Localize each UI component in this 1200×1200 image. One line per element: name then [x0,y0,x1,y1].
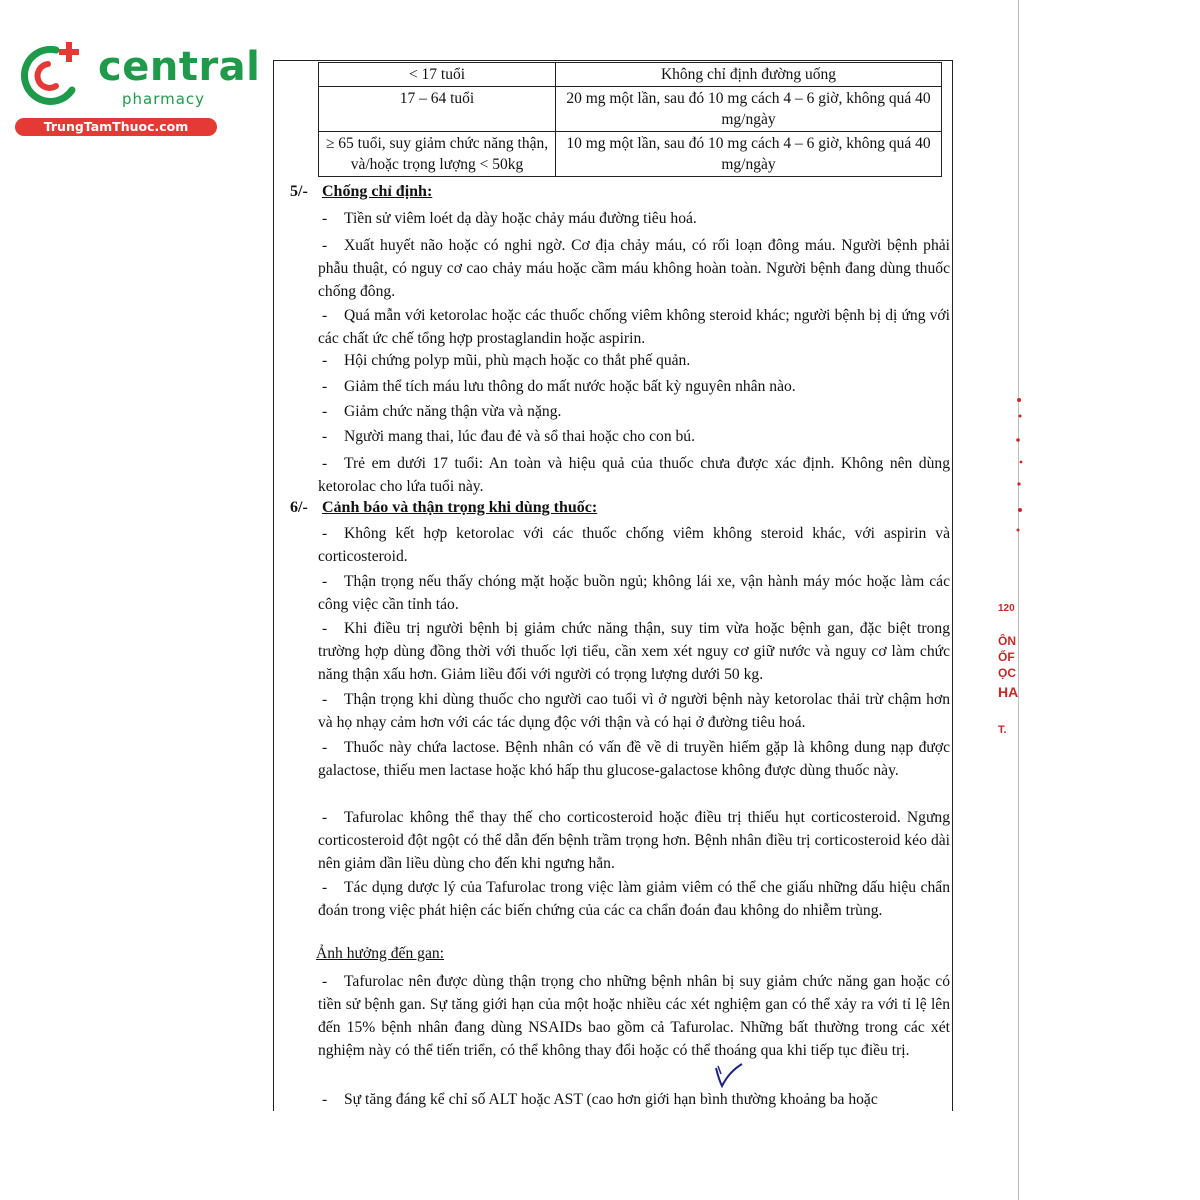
section-number: 5/- [290,183,308,200]
central-logo-icon [10,38,90,108]
table-cell: < 17 tuổi [319,63,556,87]
section-title: Chống chỉ định: [322,183,433,200]
stamp-fragment-icon [1005,380,1025,560]
list-item: - Người mang thai, lúc đau đẻ và sổ thai hoặc cho con bú. [322,428,696,445]
section-number: 6/- [290,499,308,516]
list-item: - Thận trọng khi dùng thuốc cho người cao tuổi vì ở người bệnh này ketorolac thải trừ chậm hơn và họ nhạy cảm hơn với các tác dụng độc với thận và có hại ở đường tiêu hoá. [318,691,950,731]
stamp-text: ÔN [998,634,1016,648]
section-title: Cảnh báo và thận trọng khi dùng thuốc: [322,499,598,516]
brand-name: central [98,44,261,90]
stamp-text: HA [998,684,1019,700]
list-item: - Không kết hợp ketorolac với các thuốc chống viêm không steroid khác, với aspirin và corticosteroid. [318,525,950,565]
list-item: - Trẻ em dưới 17 tuổi: An toàn và hiệu quả của thuốc chưa được xác định. Không nên dùng ketorolac cho lứa tuổi này. [318,455,950,495]
brand-logo [10,38,261,138]
subsection-heading: Ảnh hưởng đến gan: [316,945,445,962]
table-cell: ≥ 65 tuổi, suy giảm chức năng thận, và/hoặc trọng lượng < 50kg [319,132,556,177]
list-item: - Thận trọng nếu thấy chóng mặt hoặc buồn ngủ; không lái xe, vận hành máy móc hoặc làm các công việc cần tỉnh táo. [318,573,950,613]
list-item: - Thuốc này chứa lactose. Bệnh nhân có vấn đề về di truyền hiếm gặp là không dung nạp được galactose, thiếu men lactase hoặc khó hấp thu glucose-galactose không được dùng thuốc này. [318,739,950,779]
brand-sub: pharmacy [122,90,206,108]
list-item: - Sự tăng đáng kể chỉ số ALT hoặc AST (cao hơn giới hạn bình thường khoảng ba hoặc [322,1091,878,1108]
list-item: - Giảm thể tích máu lưu thông do mất nước hoặc bất kỳ nguyên nhân nào. [322,378,796,395]
bullet-dash: - [322,210,328,227]
list-item: - Tiền sử viêm loét dạ dày hoặc chảy máu đường tiêu hoá. [318,207,950,230]
list-item: - Hội chứng polyp mũi, phù mạch hoặc co thắt phế quản. [322,352,691,369]
table-cell: 17 – 64 tuổi [319,87,556,132]
stamp-text: ỌC [998,666,1016,680]
list-item: - Quá mẫn với ketorolac hoặc các thuốc chống viêm không steroid khác; người bệnh bị dị ứng với các chất ức chế tổng hợp prostaglandin hoặc aspirin. [318,307,950,347]
table-row [319,87,942,132]
table-cell: Không chỉ định đường uống [556,63,942,87]
dosage-table [318,62,942,177]
list-item: - Tafurolac không thể thay thế cho corticosteroid hoặc điều trị thiếu hụt corticosteroid. Ngưng corticosteroid đột ngột có thể dẫn đến bệnh trầm trọng hơn. Bệnh nhân điều trị corticosteroid kéo dài nên giảm dần liều dùng cho đến khi ngưng hẳn. [318,809,950,872]
scan-edge-line [1018,0,1019,1200]
handwritten-initial-icon [712,1062,746,1090]
list-item: - Giảm chức năng thận vừa và nặng. [322,403,562,420]
stamp-text: ỐF [998,650,1015,664]
list-item: - Tafurolac nên được dùng thận trọng cho những bệnh nhân bị suy giảm chức năng gan hoặc có tiền sử bệnh gan. Sự tăng giới hạn của một hoặc nhiều các xét nghiệm gan có thể xảy ra với tỉ lệ lên đến 15% bệnh nhân đang dùng NSAIDs bao gồm cả Tafurolac. Những bất thường trong các xét nghiệm này có thể tiến triển, có thể không thay đổi hoặc có thể thoáng qua khi tiếp tục điều trị. [318,973,950,1059]
list-item: - Xuất huyết não hoặc có nghi ngờ. Cơ địa chảy máu, có rối loạn đông máu. Người bệnh phải phẫu thuật, có nguy cơ cao chảy máu hoặc cầm máu không hoàn toàn. Người bệnh đang dùng thuốc chống đông. [318,237,950,300]
brand-site: TrungTamThuoc.com [15,118,217,136]
list-item: - Khi điều trị người bệnh bị giảm chức năng thận, suy tim vừa hoặc bệnh gan, đặc biệt trong trường hợp dùng đồng thời với thuốc lợi tiểu, cần xem xét nguy cơ giữ nước và nguy cơ làm chức năng thận xấu hơn. Giảm liều đối với người có trọng lượng dưới 50 kg. [318,620,950,683]
stamp-text: 120 [998,603,1015,614]
list-item: - Tác dụng dược lý của Tafurolac trong việc làm giảm viêm có thể che giấu những dấu hiệu chẩn đoán trong việc phát hiện các biến chứng của các ca chẩn đoán đau không do nhiễm trùng. [318,879,950,919]
table-row [319,63,942,87]
stamp-text: T. [998,724,1007,736]
table-row [319,132,942,177]
table-cell: 10 mg một lần, sau đó 10 mg cách 4 – 6 giờ, không quá 40 mg/ngày [556,132,942,177]
table-cell: 20 mg một lần, sau đó 10 mg cách 4 – 6 giờ, không quá 40 mg/ngày [556,87,942,132]
